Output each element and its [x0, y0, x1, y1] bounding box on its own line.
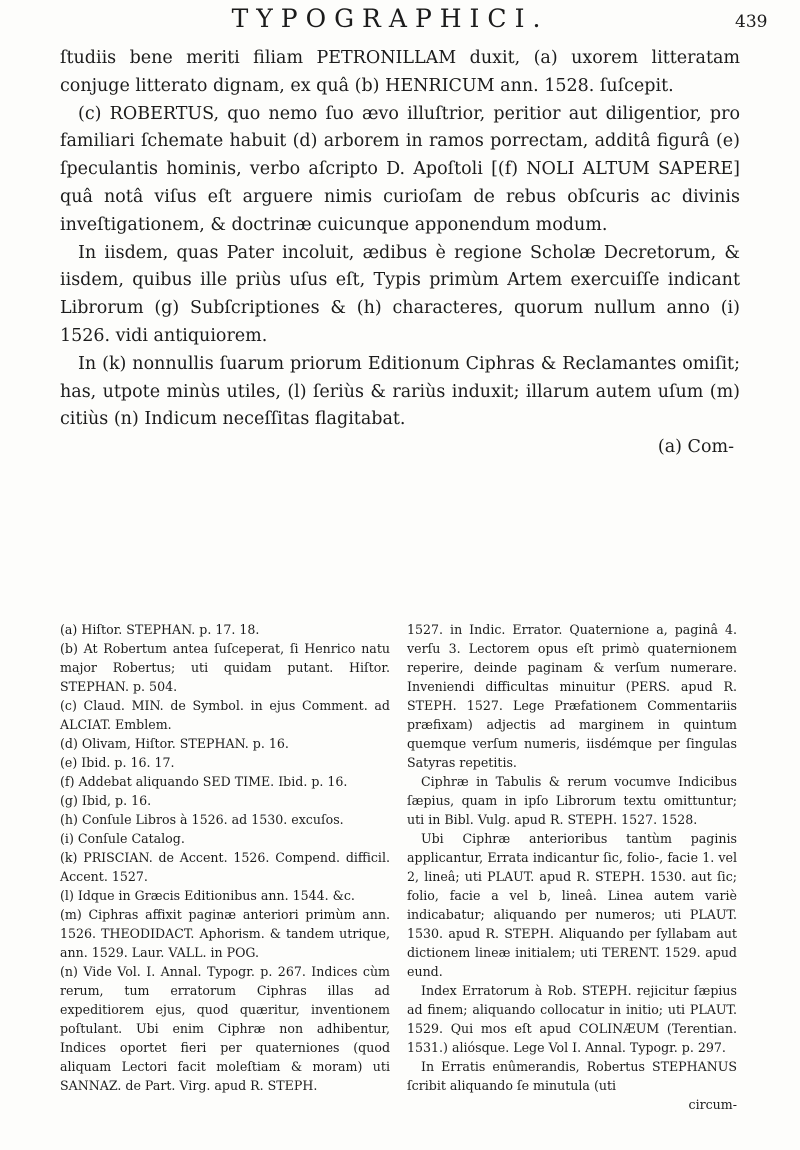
footnote: (d) Olivam, Hiſtor. STEPHAN. p. 16. [60, 736, 289, 751]
footnote: (a) Hiſtor. STEPHAN. p. 17. 18. [60, 622, 260, 637]
main-paragraph: (c) ROBERTUS, quo nemo ſuo ævo illuſtrior, peritior aut diligentior, pro familiari ſchemate habuit (d) arborem in ramos porrectam, additâ figurâ (e) ſpeculantis hominis, verbo aſcripto D. Apoſtoli [(f) NOLI ALTUM SAPERE] quâ notâ viſus eſt arguere nimis curioſam de rebus obſcuris ac divinis inveſtigationem, & doctrinæ cuicunque apponendum modum. [60, 103, 740, 235]
footnote-continuation: 1527. in Indic. Errator. Quaternione a, paginâ 4. verſu 3. Lectorem opus eſt primò quaternionem reperire, deinde paginam & verſum numerare. Inveniendi difficultas minuitur (PERS. apud R. STEPH. 1527. Lege Præfationem Commentariis præfixam) adjectis ad marginem in quintum quemque verſum numeris, iisdémque per ſingulas Satyras repetitis. [407, 622, 737, 770]
footnote-continuation: In Erratis enûmerandis, Robertus STEPHANUS ſcribit aliquando ſe minutula (uti [407, 1059, 737, 1093]
footnote: (k) PRISCIAN. de Accent. 1526. Compend. difficil. Accent. 1527. [60, 850, 390, 884]
footnote-continuation: Ciphræ in Tabulis & rerum vocumve Indicibus ſæpius, quam in ipſo Librorum textu omittuntur; uti in Bibl. Vulg. apud R. STEPH. 1527. 1528. [407, 774, 737, 827]
main-paragraph: ſtudiis bene meriti filiam PETRONILLAM duxit, (a) uxorem litteratam conjuge litterato dignam, ex quâ (b) HENRICUM ann. 1528. ſuſcepit. [60, 48, 740, 96]
footnotes-left-column [60, 620, 390, 1095]
main-paragraph: In iisdem, quas Pater incoluit, ædibus è regione Scholæ Decretorum, & iisdem, quibus ille priùs uſus eſt, Typis primùm Artem exercuiſſe indicant Librorum (g) Subſcriptiones & (h) characteres, quorum nullum anno (i) 1526. vidi antiquiorem. [60, 242, 740, 346]
footnote: (e) Ibid. p. 16. 17. [60, 755, 175, 770]
footnote: (g) Ibid, p. 16. [60, 793, 152, 808]
footnote: (c) Claud. MIN. de Symbol. in ejus Comment. ad ALCIAT. Emblem. [60, 698, 390, 732]
running-title: TYPOGRAPHICI. [231, 4, 549, 33]
footnote: (m) Ciphras affixit paginæ anteriori primùm ann. 1526. THEODIDACT. Aphorism. & tandem utrique, ann. 1529. Laur. VALL. in POG. [60, 907, 390, 960]
footnote: (b) At Robertum antea ſuſceperat, ſi Henrico natu major Robertus; uti quidam putant. Hiſtor. STEPHAN. p. 504. [60, 641, 390, 694]
notes-catchword: circum- [688, 1097, 737, 1112]
footnote: (f) Addebat aliquando SED TIME. Ibid. p. 16. [60, 774, 348, 789]
footnote-continuation: Index Erratorum à Rob. STEPH. rejicitur ſæpius ad finem; aliquando collocatur in initio; uti PLAUT. 1529. Qui mos eſt apud COLINÆUM (Terentian. 1531.) aliósque. Lege Vol I. Annal. Typogr. p. 297. [407, 983, 737, 1055]
footnote: (i) Conſule Catalog. [60, 831, 185, 846]
main-paragraph: In (k) nonnullis ſuarum priorum Editionum Ciphras & Reclamantes omiſit; has, utpote minùs utiles, (l) ſeriùs & rariùs induxit; illarum autem uſum (m) citiùs (n) Indicum neceſſitas flagitabat. [60, 353, 740, 430]
running-header [0, 0, 800, 40]
page-number: 439 [735, 12, 768, 32]
main-text [60, 45, 740, 462]
footnote: (h) Conſule Libros à 1526. ad 1530. excuſos. [60, 812, 344, 827]
main-catchword: (a) Com- [657, 437, 734, 458]
footnote-continuation: Ubi Ciphræ anterioribus tantùm paginis applicantur, Errata indicantur ſic, folio-, facie 1. vel 2, lineâ; uti PLAUT. apud R. STEPH. 1530. aut ſic; folio, facie a vel b, lineâ. Linea autem variè indicabatur; aliquando per numeros; uti PLAUT. 1530. apud R. STEPH. Aliquando per ſyllabam aut dictionem lineæ initialem; uti TERENT. 1529. apud eund. [407, 831, 737, 979]
footnotes-right-column [407, 620, 737, 1114]
footnote: (n) Vide Vol. I. Annal. Typogr. p. 267. Indices cùm rerum, tum erratorum Ciphras illas ad expeditiorem ejus, quod quæritur, inventionem poſtulant. Ubi enim Ciphræ non adhibentur, Indices oportet fieri per quaterniones (quod aliquam Lectori facit moleſtiam & moram) uti SANNAZ. de Part. Virg. apud R. STEPH. [60, 964, 390, 1093]
footnote: (l) Idque in Græcis Editionibus ann. 1544. &c. [60, 888, 355, 903]
